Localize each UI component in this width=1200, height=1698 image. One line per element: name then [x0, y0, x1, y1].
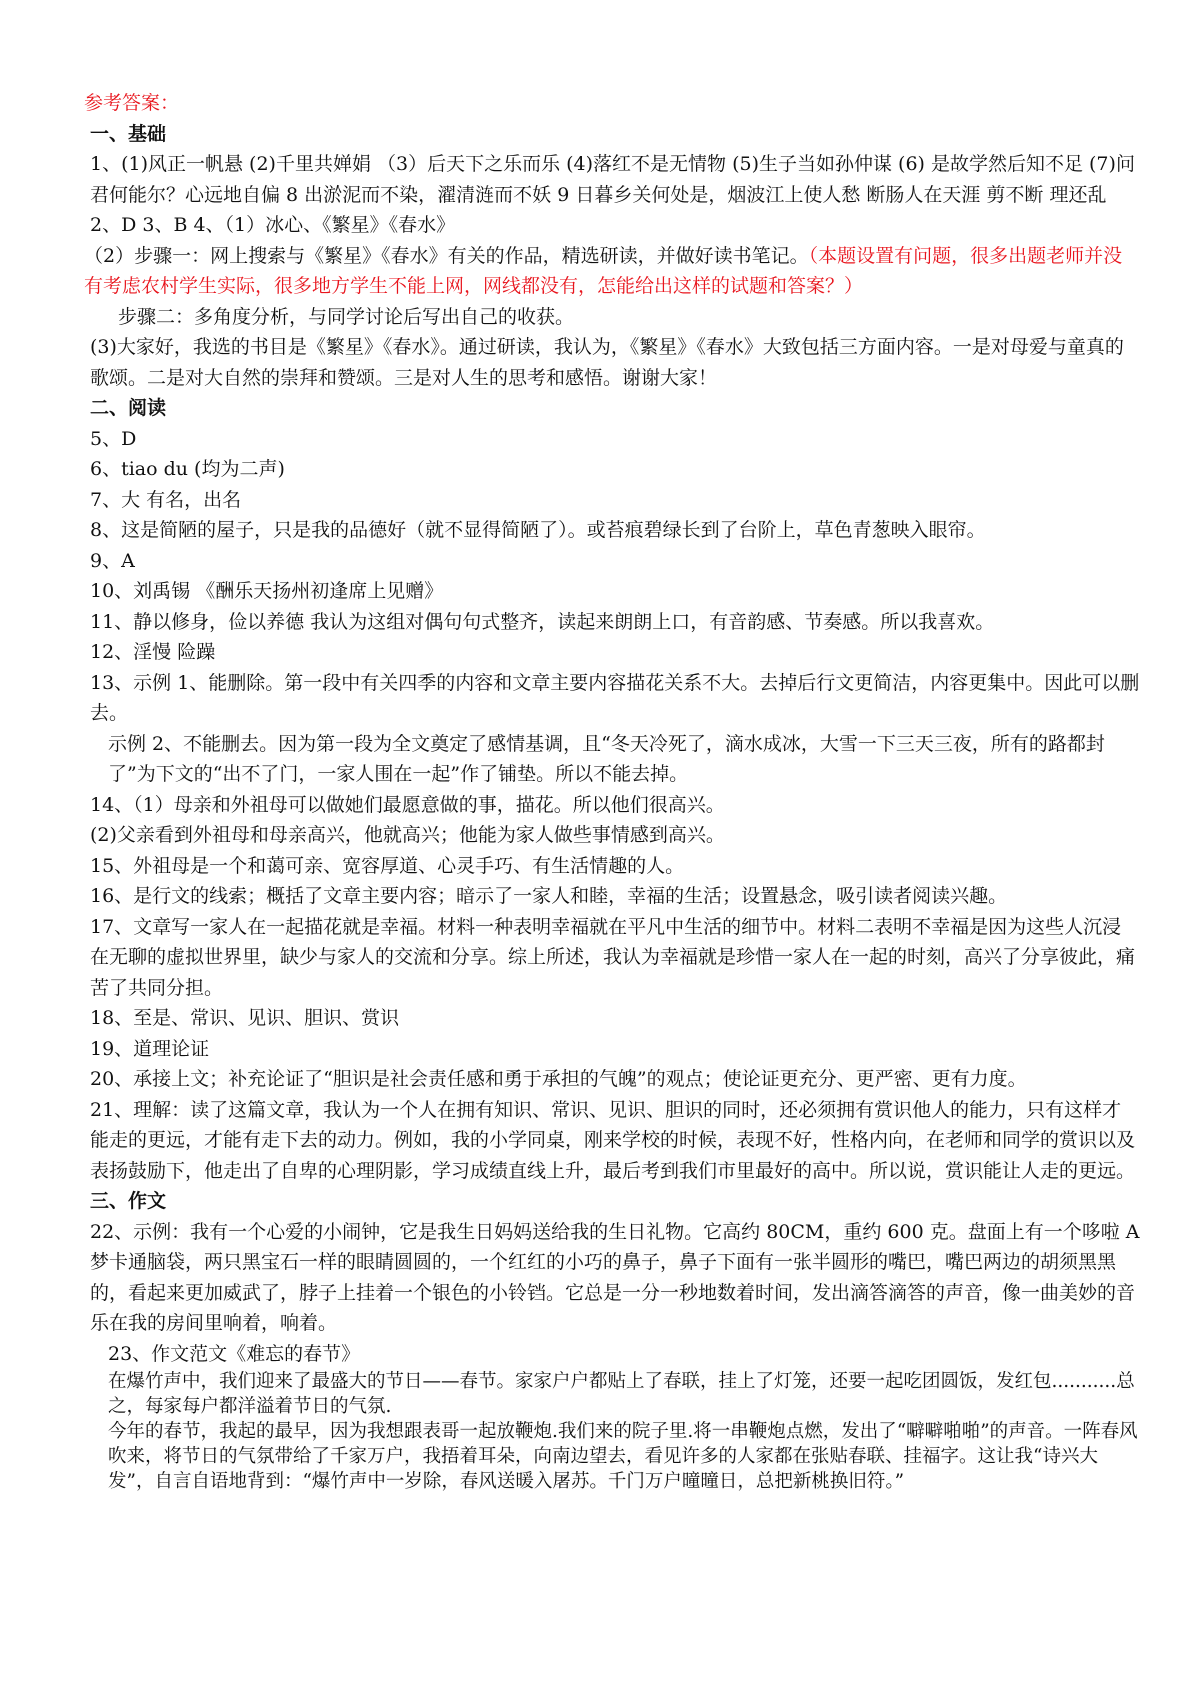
- answer-q9: 9、A: [90, 549, 135, 572]
- answer-q13-example1: 13、示例 1、能删除。第一段中有关四季的内容和文章主要内容描花关系不大。去掉后行文更简洁，内容更集中。因此可以删去。: [90, 671, 1140, 724]
- answer-q6: 6、tiao du (均为二声): [90, 458, 285, 480]
- answer-q2-4: 2、D 3、B 4、（1）冰心、《繁星》《春水》: [90, 214, 456, 236]
- answer-q4-step2: 步骤二：多角度分析，与同学讨论后写出自己的收获。: [118, 305, 575, 328]
- answer-q11: 11、静以修身，俭以养德 我认为这组对偶句句式整齐，读起来朗朗上口，有音韵感、节奏感。所以我喜欢。: [90, 610, 995, 633]
- answer-document: [80, 88, 1140, 1494]
- answer-q15: 15、外祖母是一个和蔼可亲、宽容厚道、心灵手巧、有生活情趣的人。: [90, 854, 685, 877]
- answer-q4-2-text: （2）步骤一：网上搜索与《繁星》《春水》有关的作品，精选研读，并做好读书笔记。: [84, 244, 809, 267]
- section-heading-basics: 一、基础: [90, 122, 167, 145]
- answer-q16: 16、是行文的线索；概括了文章主要内容；暗示了一家人和睦，幸福的生活；设置悬念，吸引读者阅读兴趣。: [90, 885, 1008, 907]
- answer-q5: 5、D: [90, 427, 137, 450]
- page-title: 参考答案：: [84, 92, 180, 114]
- answer-q4-3: (3)大家好，我选的书目是《繁星》《春水》。通过研读，我认为，《繁星》《春水》大致包括三方面内容。一是对母爱与童真的歌颂。二是对大自然的崇拜和赞颂。三是对人生的思考和感悟。谢谢大家！: [90, 336, 1124, 389]
- answer-q4-2-comment: （本题设置有问题，很多出题老师并没有考虑农村学生实际，很多地方学生不能上网，网线都没有，怎能给出这样的试题和答案？）: [84, 244, 1123, 297]
- essay-paragraph-1: 在爆竹声中，我们迎来了最盛大的节日——春节。家家户户都贴上了春联，挂上了灯笼，还要一起吃团圆饭，发红包...........总之，每家每户都洋溢着节日的气氛.: [108, 1371, 1135, 1417]
- answer-q7: 7、大 有名，出名: [90, 488, 242, 511]
- answer-q10: 10、刘禹锡 《酬乐天扬州初逢席上见赠》: [90, 580, 444, 602]
- answer-q14-1: 14、（1）母亲和外祖母可以做她们最愿意做的事，描花。所以他们很高兴。: [90, 793, 725, 816]
- answer-q8: 8、这是简陋的屋子，只是我的品德好（就不显得简陋了）。或苔痕碧绿长到了台阶上，草色青葱映入眼帘。: [90, 519, 986, 541]
- answer-q19: 19、道理论证: [90, 1037, 210, 1060]
- answer-q13-example2: 示例 2、不能删去。因为第一段为全文奠定了感情基调，且“冬天冷死了，滴水成冰，大雪一下三天三夜，所有的路都封了”为下文的“出不了门，一家人围在一起”作了铺垫。所以不能去掉。: [108, 732, 1105, 785]
- section-heading-composition: 三、作文: [90, 1190, 167, 1212]
- essay-paragraph-2: 今年的春节，我起的最早，因为我想跟表哥一起放鞭炮.我们来的院子里.将一串鞭炮点燃，发出了“噼噼啪啪”的声音。一阵春风吹来，将节日的气氛带给了千家万户，我捂着耳朵，向南边望去，看见许多的人家都在张贴春联、挂福字。这让我“诗兴大发”，自言自语地背到：“爆竹声中一岁除，春风送暖入屠苏。千门万户曈曈日，总把新桃换旧符。”: [108, 1421, 1138, 1492]
- answer-q23-title: 23、作文范文《难忘的春节》: [108, 1342, 361, 1365]
- answer-q22: 22、示例：我有一个心爱的小闹钟，它是我生日妈妈送给我的生日礼物。它高约 80CM，重约 600 克。盘面上有一个哆啦 A 梦卡通脑袋，两只黑宝石一样的眼睛圆圆的，一个红红的小巧的鼻子，鼻子下面有一张半圆形的嘴巴，嘴巴两边的胡须黑黑的，看起来更加威武了，脖子上挂着一个银色的小铃铛。它总是一分一秒地数着时间，发出滴答滴答的声音，像一曲美妙的音乐在我的房间里响着，响着。: [90, 1220, 1140, 1334]
- section-heading-reading: 二、阅读: [90, 397, 167, 419]
- answer-q14-2: (2)父亲看到外祖母和母亲高兴，他就高兴；他能为家人做些事情感到高兴。: [90, 824, 725, 846]
- answer-q12: 12、淫慢 险躁: [90, 641, 216, 663]
- answer-q1: 1、(1)风正一帆悬 (2)千里共婵娟 （3）后天下之乐而乐 (4)落红不是无情物 (5)生子当如孙仲谋 (6) 是故学然后知不足 (7)问君何能尔？心远地自偏 8 出淤泥而不染，濯清涟而不妖 9 日暮乡关何处是，烟波江上使人愁 断肠人在天涯 剪不断 理还乱: [90, 153, 1135, 206]
- answer-q4-2: [80, 241, 1140, 302]
- answer-q20: 20、承接上文；补充论证了“胆识是社会责任感和勇于承担的气魄”的观点；使论证更充分、更严密、更有力度。: [90, 1068, 1027, 1090]
- answer-q17: 17、文章写一家人在一起描花就是幸福。材料一种表明幸福就在平凡中生活的细节中。材料二表明不幸福是因为这些人沉浸在无聊的虚拟世界里，缺少与家人的交流和分享。综上所述，我认为幸福就是珍惜一家人在一起的时刻，高兴了分享彼此，痛苦了共同分担。: [90, 915, 1136, 999]
- answer-q21: 21、理解：读了这篇文章，我认为一个人在拥有知识、常识、见识、胆识的同时，还必须拥有赏识他人的能力，只有这样才能走的更远，才能有走下去的动力。例如，我的小学同桌，刚来学校的时候，表现不好，性格内向，在老师和同学的赏识以及表扬鼓励下，他走出了自卑的心理阴影，学习成绩直线上升，最后考到我们市里最好的高中。所以说，赏识能让人走的更远。: [90, 1098, 1136, 1182]
- answer-q18: 18、至是、常识、见识、胆识、赏识: [90, 1007, 400, 1029]
